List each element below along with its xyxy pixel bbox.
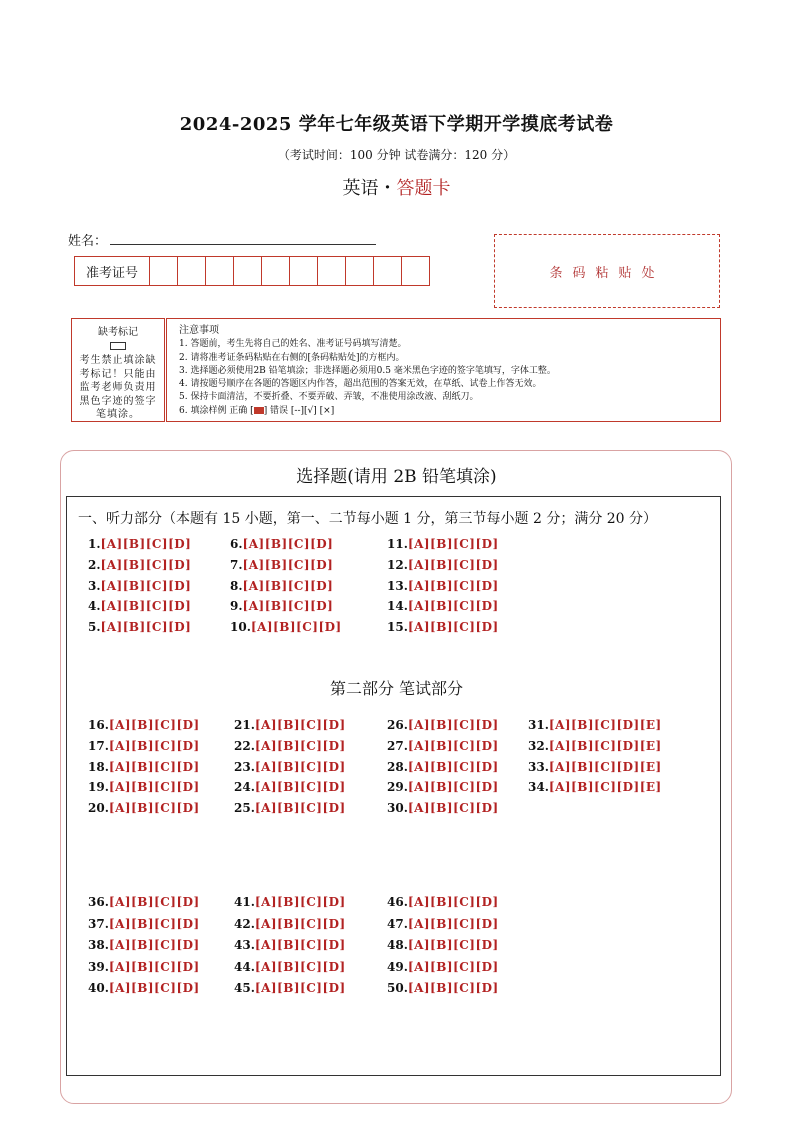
question-number: 19. [88,780,109,795]
answer-options[interactable]: [A][B][C][D] [242,557,334,572]
answer-options[interactable]: [A][B][C][D] [407,620,499,635]
note-item: 4. 请按题号顺序在各题的答题区内作答，超出范围的答案无效，在草纸、试卷上作答无效。 [179,379,542,390]
name-label: 姓名： [68,234,108,249]
question-number: 15. [387,620,408,635]
question-number: 28. [387,759,408,774]
absent-text: 考生禁止填涂缺考标记！只能由监考老师负责用黑色字迹的签字笔填涂。 [79,355,157,420]
question-item [387,895,499,909]
question-item [88,895,200,909]
question-number: 13. [387,578,408,593]
question-number: 23. [234,759,255,774]
question-number: 24. [234,780,255,795]
question-number: 25. [234,801,255,816]
question-number: 22. [234,738,255,753]
question-number: 14. [387,599,408,614]
answer-options[interactable]: [A][B][C][D] [242,599,334,614]
question-item [387,938,499,952]
answer-options[interactable]: [A][B][C][D] [108,938,200,952]
question-number: 43. [234,938,255,952]
question-number: 36. [88,895,109,909]
question-item [387,579,499,593]
question-item [234,801,346,815]
question-number: 7. [230,557,243,572]
question-number: 45. [234,981,255,995]
notes-list [179,338,720,404]
question-item [528,739,662,753]
answer-options[interactable]: [A][B][C][D][E] [548,780,662,795]
ticket-digit-cell[interactable] [178,257,206,285]
question-item [387,801,499,815]
question-item [387,917,499,931]
card-label: 答题卡 [396,178,451,199]
question-item [234,760,346,774]
ticket-digit-cell[interactable] [262,257,290,285]
question-number: 18. [88,759,109,774]
question-number: 21. [234,718,255,732]
answer-options[interactable]: [A][B][C][D] [254,895,346,909]
question-number: 49. [387,959,408,974]
answer-options[interactable]: [A][B][C][D] [407,759,499,774]
example-prefix: 6. 填涂样例 正确 [ [179,405,254,416]
ticket-digit-cell[interactable] [290,257,318,285]
answer-options[interactable]: [A][B][C][D] [254,981,346,995]
ticket-digit-cell[interactable] [318,257,346,285]
answer-options[interactable]: [A][B][C][D] [108,801,200,816]
question-number: 38. [88,938,109,952]
note-item: 5. 保持卡面清洁，不要折叠、不要弄破、弄皱，不准使用涂改液、刮纸刀。 [179,392,479,403]
answer-options[interactable]: [A][B][C][D] [100,578,192,593]
question-number: 42. [234,916,255,931]
question-number: 5. [88,620,101,635]
answer-options[interactable]: [A][B][C][D] [108,759,200,774]
question-number: 11. [387,537,408,551]
answer-options[interactable]: [A][B][C][D] [254,916,346,931]
answer-options[interactable]: [A][B][C][D] [108,895,200,909]
question-item [234,938,346,952]
ticket-number-box [74,256,430,286]
question-item [230,599,333,613]
question-item [387,780,499,794]
ticket-digit-cell[interactable] [402,257,429,285]
answer-options[interactable]: [A][B][C][D] [242,537,334,551]
ticket-digit-cell[interactable] [234,257,262,285]
question-item [528,760,662,774]
answer-options[interactable]: [A][B][C][D] [407,801,499,816]
question-item [234,960,346,974]
question-number: 32. [528,738,549,753]
question-number: 31. [528,718,549,732]
question-number: 46. [387,895,408,909]
question-item [234,917,346,931]
question-item [88,801,200,815]
note-item: 1. 答题前，考生先将自己的姓名、准考证号码填写清楚。 [179,339,407,350]
answer-options[interactable]: [A][B][C][D] [254,938,346,952]
note-item: 2. 请将准考证条码粘贴在右侧的[条码粘贴处]的方框内。 [179,352,405,363]
notes-example [179,405,720,418]
answer-options[interactable]: [A][B][C][D] [108,981,200,995]
question-number: 12. [387,557,408,572]
choice-section-title: 选择题(请用 2B 铅笔填涂) [296,467,497,487]
question-item [234,718,346,732]
answer-options[interactable]: [A][B][C][D][E] [548,738,662,753]
question-number: 6. [230,537,243,551]
question-item [88,620,191,634]
notes-box [166,318,721,422]
answer-options[interactable]: [A][B][C][D] [100,537,192,551]
question-item [230,579,333,593]
question-item [387,760,499,774]
question-item [234,981,346,995]
question-number: 3. [88,578,101,593]
name-field[interactable] [110,244,376,245]
question-item [88,760,200,774]
question-item [230,537,333,551]
question-number: 20. [88,801,109,816]
question-item [387,981,499,995]
question-number: 41. [234,895,255,909]
answer-options[interactable]: [A][B][C][D] [407,599,499,614]
answer-options[interactable]: [A][B][C][D] [407,537,499,551]
answer-options[interactable]: [A][B][C][D] [254,959,346,974]
ticket-digit-cell[interactable] [150,257,178,285]
question-number: 9. [230,599,243,614]
question-item [387,718,499,732]
question-item [234,895,346,909]
answer-options[interactable]: [A][B][C][D] [407,780,499,795]
question-number: 33. [528,759,549,774]
answer-options[interactable]: [A][B][C][D] [254,801,346,816]
example-suffix: ] 错误 [--][√] [×] [263,405,335,416]
question-number: 27. [387,738,408,753]
answer-options[interactable]: [A][B][C][D] [254,759,346,774]
question-number: 44. [234,959,255,974]
subject-label: 英语・ [342,178,397,199]
question-item [387,739,499,753]
question-item [387,558,499,572]
barcode-area: 条码粘贴处 [494,234,720,308]
question-item [88,599,191,613]
question-number: 17. [88,738,109,753]
answer-options[interactable]: [A][B][C][D] [407,916,499,931]
answer-options[interactable]: [A][B][C][D] [108,780,200,795]
ticket-digit-cell[interactable] [374,257,402,285]
answer-options[interactable]: [A][B][C][D] [108,959,200,974]
ticket-label: 准考证号 [75,257,150,285]
question-number: 34. [528,780,549,795]
question-number: 2. [88,557,101,572]
question-item [88,579,191,593]
question-item [88,960,200,974]
answer-card-title [0,174,793,200]
question-number: 50. [387,981,408,995]
question-item [88,718,200,732]
answer-options[interactable]: [A][B][C][D] [407,578,499,593]
page-title: 2024-2025 学年七年级英语下学期开学摸底考试卷 [179,114,614,135]
answer-options[interactable]: [A][B][C][D] [254,780,346,795]
question-number: 8. [230,578,243,593]
question-item [88,938,200,952]
question-item [387,960,499,974]
answer-options[interactable]: [A][B][C][D] [108,738,200,753]
exam-info: （考试时间：100 分钟 试卷满分：120 分） [277,148,516,162]
question-item [88,780,200,794]
question-item [234,739,346,753]
question-number: 16. [88,718,109,732]
answer-options[interactable]: [A][B][C][D] [100,599,192,614]
answer-options[interactable]: [A][B][C][D] [100,620,192,635]
answer-options[interactable]: [A][B][C][D] [407,738,499,753]
question-item [387,599,499,613]
notes-title: 注意事项 [179,325,219,336]
question-item [528,780,662,794]
answer-options[interactable]: [A][B][C][D][E] [548,718,662,732]
question-item [88,537,191,551]
question-number: 39. [88,959,109,974]
question-number: 40. [88,981,109,995]
question-item [387,537,499,551]
answer-options[interactable]: [A][B][C][D] [242,578,334,593]
absent-title: 缺考标记 [98,327,138,338]
answer-options[interactable]: [A][B][C][D] [407,718,499,732]
part1-title: 一、听力部分（本题有 15 小题，第一、二节每小题 1 分，第三节每小题 2 分；满分 20 分） [78,511,658,527]
question-number: 30. [387,801,408,816]
answer-options[interactable]: [A][B][C][D][E] [548,759,662,774]
answer-options[interactable]: [A][B][C][D] [407,938,499,952]
ticket-digit-cell[interactable] [346,257,374,285]
note-item: 3. 选择题必须使用2B 铅笔填涂；非选择题必须用0.5 毫米黑色字迹的签字笔填写，字体工整。 [179,365,556,376]
answer-options[interactable]: [A][B][C][D] [407,981,499,995]
answer-options[interactable]: [A][B][C][D] [407,557,499,572]
question-number: 37. [88,916,109,931]
question-number: 29. [387,780,408,795]
question-number: 26. [387,718,408,732]
question-number: 47. [387,916,408,931]
answer-options[interactable]: [A][B][C][D] [250,620,342,635]
answer-options[interactable]: [A][B][C][D] [254,738,346,753]
answer-options[interactable]: [A][B][C][D] [108,916,200,931]
answer-options[interactable]: [A][B][C][D] [108,718,200,732]
question-item [234,780,346,794]
question-number: 10. [230,620,251,635]
question-item [387,620,499,634]
answer-options[interactable]: [A][B][C][D] [100,557,192,572]
answer-options[interactable]: [A][B][C][D] [407,959,499,974]
question-item [230,558,333,572]
question-number: 4. [88,599,101,614]
ticket-digit-cell[interactable] [206,257,234,285]
question-item [88,981,200,995]
absent-mark-bubble[interactable] [110,342,126,350]
question-number: 1. [88,537,101,551]
question-number: 48. [387,938,408,952]
question-item [88,739,200,753]
absent-mark-box [71,318,165,422]
answer-options[interactable]: [A][B][C][D] [407,895,499,909]
answer-options[interactable]: [A][B][C][D] [254,718,346,732]
filled-mark-icon [254,407,264,414]
question-item [230,620,342,634]
question-item [88,558,191,572]
question-item [528,718,662,732]
question-item [88,917,200,931]
part2-title: 第二部分 笔试部分 [329,679,464,698]
